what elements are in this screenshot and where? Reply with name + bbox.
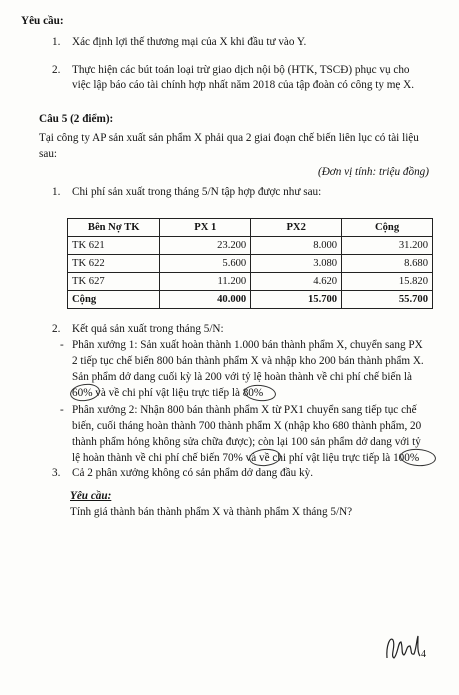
table-header-cell: Cộng <box>342 219 433 237</box>
bullet-mark: - <box>60 339 64 351</box>
table-header-row <box>68 219 433 237</box>
table-cell: 5.600 <box>160 255 251 273</box>
table-cell: 8.680 <box>342 255 433 273</box>
table-row <box>68 237 433 255</box>
table-header-cell: Bên Nợ TK <box>68 219 160 237</box>
table-cell: 15.700 <box>251 291 342 309</box>
table-cell: 4.620 <box>251 273 342 291</box>
item-text: Kết quả sản xuất trong tháng 5/N: <box>72 323 224 335</box>
table-total-row <box>68 291 433 309</box>
question-intro-line: Tại công ty AP sản xuất sản phẩm X phải qua 2 giai đoạn chế biến liên lục có tài liệu <box>39 132 419 144</box>
question-item-3 <box>52 466 432 482</box>
table-cell: 3.080 <box>251 255 342 273</box>
table-cell: 23.200 <box>160 237 251 255</box>
table-header-cell: PX 1 <box>160 219 251 237</box>
table-cell: TK 622 <box>68 255 160 273</box>
item-text: Cả 2 phân xưởng không có sản phẩm dở dang đầu kỳ. <box>72 467 313 479</box>
requirement-heading: Yêu cầu: <box>70 490 112 502</box>
table-cell: 15.820 <box>342 273 433 291</box>
requirement-text-line: việc lập báo cáo tài chính hợp nhất năm 2018 của tập đoàn có công ty mẹ X. <box>72 79 415 91</box>
table-cell: 8.000 <box>251 237 342 255</box>
table-row <box>68 273 433 291</box>
item-number: 2. <box>52 323 61 335</box>
question-heading: Câu 5 (2 điểm): <box>39 113 114 125</box>
requirement-text: Tính giá thành bán thành phẩm X và thành phẩm X tháng 5/N? <box>70 506 353 518</box>
requirements-heading: Yêu cầu: <box>21 15 64 27</box>
question-item-1 <box>52 185 432 201</box>
bullet-line: 60% và về chi phí vật liệu trực tiếp là 80% <box>72 387 264 399</box>
cost-table <box>67 218 433 309</box>
item-number: 1. <box>52 186 61 198</box>
bullet-line: Sản phẩm dở dang cuối kỳ là 200 với tỷ lệ hoàn thành về chi phí chế biến là <box>72 371 412 383</box>
table-row <box>68 255 433 273</box>
requirement-text: Xác định lợi thế thương mại của X khi đầu tư vào Y. <box>72 36 307 48</box>
requirement-number: 2. <box>52 64 61 76</box>
requirement-text-line: Thực hiện các bút toán loại trừ giao dịch nội bộ (HTK, TSCĐ) phục vụ cho <box>72 64 410 76</box>
bullet-line: biến, cuối tháng hoàn thành 700 thành phẩm X (nhập kho 680 thành phẩm, 20 <box>72 420 422 432</box>
table-cell: TK 627 <box>68 273 160 291</box>
table-cell: 31.200 <box>342 237 433 255</box>
requirement-number: 1. <box>52 36 61 48</box>
table-cell: 55.700 <box>342 291 433 309</box>
requirement-item-1 <box>52 35 432 51</box>
bullet-line: 2 tiếp tục chế biến 800 bán thành phẩm X và nhập kho 200 bán thành phẩm X. <box>72 355 424 367</box>
table-cell: Cộng <box>68 291 160 309</box>
page-number: 4 <box>421 649 426 660</box>
table-cell: 11.200 <box>160 273 251 291</box>
bullet-line: Phân xưởng 2: Nhận 800 bán thành phẩm X từ PX1 chuyển sang tiếp tục chế <box>72 404 417 416</box>
bullet-line: thành phẩm hỏng không sửa chữa được); còn lại 100 sản phẩm dở dang với tỷ <box>72 436 421 448</box>
table-cell: 40.000 <box>160 291 251 309</box>
question-item-2 <box>52 322 432 338</box>
bullet-line: Phân xưởng 1: Sản xuất hoàn thành 1.000 bán thành phẩm X, chuyển sang PX <box>72 339 423 351</box>
table-cell: TK 621 <box>68 237 160 255</box>
item-text: Chi phí sản xuất trong tháng 5/N tập hợp được như sau: <box>72 186 322 198</box>
unit-note: (Đơn vị tính: triệu đồng) <box>318 166 429 178</box>
bullet-mark: - <box>60 404 64 416</box>
handwritten-signature <box>384 628 424 664</box>
bullet-line: lệ hoàn thành về chi phí chế biến 70% và về chi phí vật liệu trực tiếp là 100% <box>72 452 420 464</box>
item-number: 3. <box>52 467 61 479</box>
table-header-cell: PX2 <box>251 219 342 237</box>
question-intro-line: sau: <box>39 148 58 160</box>
requirement-item-2 <box>52 63 432 95</box>
